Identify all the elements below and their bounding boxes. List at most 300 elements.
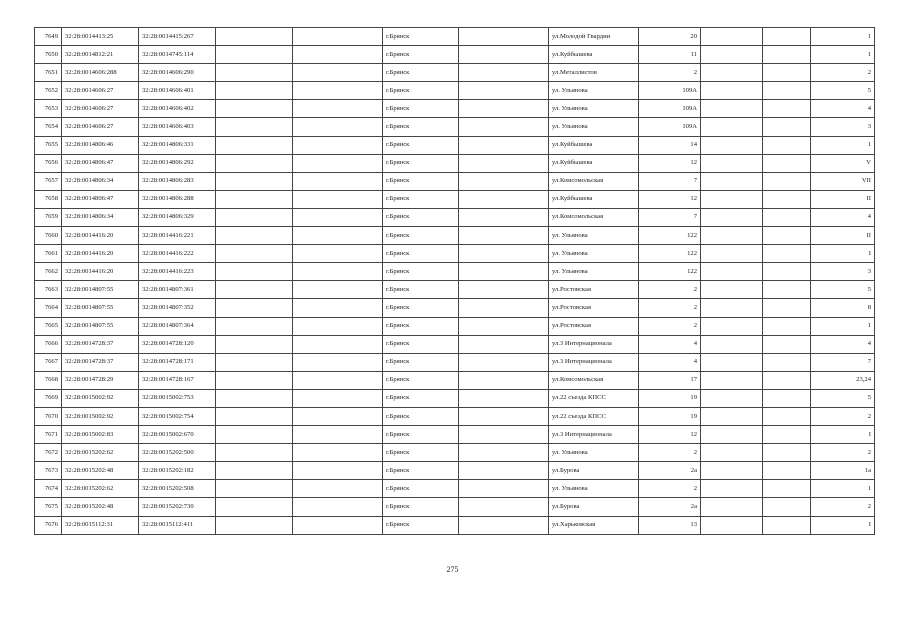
city-cell: г.Брянск — [383, 317, 459, 335]
row-number-cell: 7655 — [35, 136, 62, 154]
empty-cell — [763, 317, 811, 335]
street-cell: ул.22 съезда КПСС — [549, 407, 639, 425]
empty-cell — [701, 245, 763, 263]
empty-cell — [216, 208, 293, 226]
empty-cell — [293, 28, 383, 46]
row-number-cell: 7657 — [35, 172, 62, 190]
empty-cell — [459, 208, 549, 226]
city-cell: г.Брянск — [383, 335, 459, 353]
cadastral-object-cell: 32:28:0014807:361 — [139, 281, 216, 299]
empty-cell — [459, 426, 549, 444]
street-cell: ул.Ростовская — [549, 317, 639, 335]
city-cell: г.Брянск — [383, 64, 459, 82]
empty-cell — [216, 100, 293, 118]
street-cell: ул. Ульянова — [549, 82, 639, 100]
street-cell: ул.Комсомольская — [549, 208, 639, 226]
house-cell: 122 — [639, 263, 701, 281]
empty-cell — [763, 172, 811, 190]
cadastral-parcel-cell: 32:28:0015202:48 — [62, 498, 139, 516]
cadastral-parcel-cell: 32:28:0015002:92 — [62, 389, 139, 407]
table-row — [35, 190, 875, 208]
street-cell: ул.Комсомольская — [549, 371, 639, 389]
house-cell: 13 — [639, 516, 701, 534]
cadastral-parcel-cell: 32:28:0014606:27 — [62, 100, 139, 118]
apartment-cell: 4 — [811, 208, 875, 226]
house-cell: 4 — [639, 335, 701, 353]
cadastral-object-cell: 32:28:0015112:411 — [139, 516, 216, 534]
empty-cell — [293, 371, 383, 389]
city-cell: г.Брянск — [383, 480, 459, 498]
empty-cell — [216, 245, 293, 263]
row-number-cell: 7660 — [35, 227, 62, 245]
empty-cell — [216, 263, 293, 281]
empty-cell — [701, 389, 763, 407]
apartment-cell: I — [811, 426, 875, 444]
empty-cell — [459, 172, 549, 190]
house-cell: 2 — [639, 299, 701, 317]
house-cell: 122 — [639, 227, 701, 245]
table-body — [35, 28, 875, 535]
cadastral-parcel-cell: 32:28:0014812:21 — [62, 46, 139, 64]
cadastral-object-cell: 32:28:0014416:221 — [139, 227, 216, 245]
empty-cell — [701, 444, 763, 462]
empty-cell — [701, 371, 763, 389]
table-row — [35, 299, 875, 317]
cadastral-parcel-cell: 32:28:0014806:34 — [62, 172, 139, 190]
house-cell: 2 — [639, 480, 701, 498]
cadastral-object-cell: 32:28:0014415:267 — [139, 28, 216, 46]
empty-cell — [216, 317, 293, 335]
apartment-cell: 1 — [811, 28, 875, 46]
apartment-cell: I — [811, 516, 875, 534]
table-row — [35, 317, 875, 335]
city-cell: г.Брянск — [383, 118, 459, 136]
empty-cell — [216, 118, 293, 136]
cadastral-parcel-cell: 32:28:0014413:25 — [62, 28, 139, 46]
table-row — [35, 136, 875, 154]
apartment-cell: 1а — [811, 462, 875, 480]
table-row — [35, 245, 875, 263]
apartment-cell: I — [811, 245, 875, 263]
empty-cell — [701, 426, 763, 444]
empty-cell — [293, 335, 383, 353]
empty-cell — [763, 245, 811, 263]
row-number-cell: 7651 — [35, 64, 62, 82]
city-cell: г.Брянск — [383, 407, 459, 425]
cadastral-parcel-cell: 32:28:0015202:48 — [62, 462, 139, 480]
empty-cell — [216, 480, 293, 498]
empty-cell — [293, 281, 383, 299]
street-cell: ул.Молодой Гвардии — [549, 28, 639, 46]
cadastral-object-cell: 32:28:0014807:352 — [139, 299, 216, 317]
empty-cell — [459, 407, 549, 425]
row-number-cell: 7668 — [35, 371, 62, 389]
table-row — [35, 371, 875, 389]
apartment-cell: II — [811, 227, 875, 245]
empty-cell — [763, 407, 811, 425]
empty-cell — [459, 227, 549, 245]
street-cell: ул. Ульянова — [549, 245, 639, 263]
empty-cell — [459, 389, 549, 407]
apartment-cell: 7 — [811, 353, 875, 371]
apartment-cell: 5 — [811, 389, 875, 407]
table-row — [35, 172, 875, 190]
empty-cell — [763, 208, 811, 226]
empty-cell — [459, 28, 549, 46]
house-cell: 12 — [639, 426, 701, 444]
row-number-cell: 7650 — [35, 46, 62, 64]
table-row — [35, 462, 875, 480]
city-cell: г.Брянск — [383, 426, 459, 444]
empty-cell — [459, 100, 549, 118]
empty-cell — [763, 263, 811, 281]
table-row — [35, 407, 875, 425]
row-number-cell: 7661 — [35, 245, 62, 263]
cadastral-object-cell: 32:28:0014806:331 — [139, 136, 216, 154]
apartment-cell: 3 — [811, 118, 875, 136]
empty-cell — [763, 444, 811, 462]
empty-cell — [293, 46, 383, 64]
city-cell: г.Брянск — [383, 281, 459, 299]
empty-cell — [216, 444, 293, 462]
cadastral-object-cell: 32:28:0014728:167 — [139, 371, 216, 389]
city-cell: г.Брянск — [383, 208, 459, 226]
empty-cell — [459, 190, 549, 208]
street-cell: ул.Куйбышева — [549, 136, 639, 154]
cadastral-parcel-cell: 32:28:0014807:55 — [62, 281, 139, 299]
empty-cell — [763, 28, 811, 46]
empty-cell — [216, 407, 293, 425]
empty-cell — [459, 263, 549, 281]
empty-cell — [763, 190, 811, 208]
empty-cell — [293, 172, 383, 190]
empty-cell — [293, 426, 383, 444]
empty-cell — [459, 335, 549, 353]
empty-cell — [293, 516, 383, 534]
street-cell: ул. Ульянова — [549, 263, 639, 281]
row-number-cell: 7669 — [35, 389, 62, 407]
cadastral-parcel-cell: 32:28:0014606:27 — [62, 82, 139, 100]
empty-cell — [763, 335, 811, 353]
city-cell: г.Брянск — [383, 100, 459, 118]
empty-cell — [701, 227, 763, 245]
cadastral-parcel-cell: 32:28:0014416:20 — [62, 227, 139, 245]
apartment-cell: 4 — [811, 335, 875, 353]
city-cell: г.Брянск — [383, 245, 459, 263]
city-cell: г.Брянск — [383, 190, 459, 208]
table-row — [35, 46, 875, 64]
apartment-cell: 3 — [811, 263, 875, 281]
empty-cell — [293, 118, 383, 136]
empty-cell — [216, 516, 293, 534]
empty-cell — [763, 498, 811, 516]
house-cell: 7 — [639, 172, 701, 190]
empty-cell — [701, 100, 763, 118]
empty-cell — [216, 64, 293, 82]
empty-cell — [293, 480, 383, 498]
cadastral-parcel-cell: 32:28:0014416:20 — [62, 263, 139, 281]
row-number-cell: 7666 — [35, 335, 62, 353]
empty-cell — [763, 480, 811, 498]
row-number-cell: 7652 — [35, 82, 62, 100]
cadastral-parcel-cell: 32:28:0015002:83 — [62, 426, 139, 444]
street-cell: ул.Куйбышева — [549, 46, 639, 64]
house-cell: 14 — [639, 136, 701, 154]
city-cell: г.Брянск — [383, 136, 459, 154]
cadastral-parcel-cell: 32:28:0015202:62 — [62, 444, 139, 462]
empty-cell — [293, 245, 383, 263]
house-cell: 20 — [639, 28, 701, 46]
empty-cell — [701, 263, 763, 281]
empty-cell — [216, 154, 293, 172]
row-number-cell: 7653 — [35, 100, 62, 118]
cadastral-parcel-cell: 32:28:0014728:37 — [62, 353, 139, 371]
table-row — [35, 82, 875, 100]
registry-table — [34, 27, 875, 535]
empty-cell — [701, 46, 763, 64]
house-cell: 4 — [639, 353, 701, 371]
empty-cell — [216, 371, 293, 389]
empty-cell — [701, 462, 763, 480]
empty-cell — [216, 46, 293, 64]
empty-cell — [763, 227, 811, 245]
row-number-cell: 7667 — [35, 353, 62, 371]
empty-cell — [293, 353, 383, 371]
cadastral-parcel-cell: 32:28:0014606:288 — [62, 64, 139, 82]
cadastral-parcel-cell: 32:28:0014806:47 — [62, 154, 139, 172]
city-cell: г.Брянск — [383, 299, 459, 317]
empty-cell — [459, 245, 549, 263]
empty-cell — [216, 190, 293, 208]
table-row — [35, 263, 875, 281]
empty-cell — [459, 136, 549, 154]
table-row — [35, 100, 875, 118]
cadastral-parcel-cell: 32:28:0014807:55 — [62, 299, 139, 317]
apartment-cell: 5 — [811, 281, 875, 299]
house-cell: 109А — [639, 100, 701, 118]
empty-cell — [701, 353, 763, 371]
street-cell: ул.Бурова — [549, 462, 639, 480]
apartment-cell: 4 — [811, 100, 875, 118]
empty-cell — [293, 136, 383, 154]
street-cell: ул.Куйбышева — [549, 154, 639, 172]
apartment-cell: 23,24 — [811, 371, 875, 389]
house-cell: 2 — [639, 444, 701, 462]
cadastral-object-cell: 32:28:0014416:223 — [139, 263, 216, 281]
apartment-cell: 2 — [811, 407, 875, 425]
page-number: 275 — [446, 565, 459, 574]
city-cell: г.Брянск — [383, 462, 459, 480]
cadastral-parcel-cell: 32:28:0015202:62 — [62, 480, 139, 498]
house-cell: 2а — [639, 498, 701, 516]
empty-cell — [763, 516, 811, 534]
empty-cell — [216, 353, 293, 371]
empty-cell — [293, 227, 383, 245]
city-cell: г.Брянск — [383, 154, 459, 172]
cadastral-object-cell: 32:28:0014606:402 — [139, 100, 216, 118]
cadastral-object-cell: 32:28:0015202:182 — [139, 462, 216, 480]
street-cell: ул.3 Интернационала — [549, 353, 639, 371]
city-cell: г.Брянск — [383, 263, 459, 281]
empty-cell — [701, 190, 763, 208]
city-cell: г.Брянск — [383, 172, 459, 190]
cadastral-parcel-cell: 32:28:0014606:27 — [62, 118, 139, 136]
empty-cell — [216, 462, 293, 480]
empty-cell — [701, 118, 763, 136]
apartment-cell: 1 — [811, 136, 875, 154]
empty-cell — [763, 462, 811, 480]
city-cell: г.Брянск — [383, 353, 459, 371]
house-cell: 12 — [639, 190, 701, 208]
house-cell: 2 — [639, 64, 701, 82]
house-cell: 17 — [639, 371, 701, 389]
cadastral-object-cell: 32:28:0014606:290 — [139, 64, 216, 82]
empty-cell — [763, 353, 811, 371]
table-row — [35, 227, 875, 245]
empty-cell — [216, 227, 293, 245]
table-row — [35, 154, 875, 172]
row-number-cell: 7662 — [35, 263, 62, 281]
city-cell: г.Брянск — [383, 28, 459, 46]
empty-cell — [701, 317, 763, 335]
apartment-cell: 8 — [811, 299, 875, 317]
cadastral-object-cell: 32:28:0015002:753 — [139, 389, 216, 407]
apartment-cell: 2 — [811, 444, 875, 462]
empty-cell — [293, 444, 383, 462]
apartment-cell: II — [811, 190, 875, 208]
empty-cell — [763, 281, 811, 299]
cadastral-parcel-cell: 32:28:0014807:55 — [62, 317, 139, 335]
cadastral-parcel-cell: 32:28:0014728:29 — [62, 371, 139, 389]
empty-cell — [216, 281, 293, 299]
empty-cell — [459, 281, 549, 299]
empty-cell — [459, 317, 549, 335]
empty-cell — [216, 136, 293, 154]
row-number-cell: 7663 — [35, 281, 62, 299]
street-cell: ул. Ульянова — [549, 480, 639, 498]
apartment-cell: 2 — [811, 498, 875, 516]
row-number-cell: 7675 — [35, 498, 62, 516]
empty-cell — [763, 46, 811, 64]
cadastral-object-cell: 32:28:0014806:329 — [139, 208, 216, 226]
empty-cell — [459, 299, 549, 317]
row-number-cell: 7676 — [35, 516, 62, 534]
city-cell: г.Брянск — [383, 371, 459, 389]
row-number-cell: 7659 — [35, 208, 62, 226]
empty-cell — [459, 516, 549, 534]
street-cell: ул.Комсомольская — [549, 172, 639, 190]
empty-cell — [701, 28, 763, 46]
house-cell: 2 — [639, 317, 701, 335]
table-row — [35, 281, 875, 299]
empty-cell — [763, 82, 811, 100]
house-cell: 7 — [639, 208, 701, 226]
table-row — [35, 498, 875, 516]
empty-cell — [293, 64, 383, 82]
table-row — [35, 208, 875, 226]
cadastral-object-cell: 32:28:0014728:120 — [139, 335, 216, 353]
table-row — [35, 64, 875, 82]
empty-cell — [459, 118, 549, 136]
cadastral-object-cell: 32:28:0014806:292 — [139, 154, 216, 172]
street-cell: ул.Ростовская — [549, 299, 639, 317]
cadastral-object-cell: 32:28:0015202:508 — [139, 480, 216, 498]
empty-cell — [459, 480, 549, 498]
empty-cell — [701, 281, 763, 299]
cadastral-object-cell: 32:28:0014806:288 — [139, 190, 216, 208]
street-cell: ул.Куйбышева — [549, 190, 639, 208]
empty-cell — [459, 46, 549, 64]
table-row — [35, 335, 875, 353]
empty-cell — [701, 64, 763, 82]
empty-cell — [763, 64, 811, 82]
empty-cell — [459, 498, 549, 516]
house-cell: 19 — [639, 407, 701, 425]
house-cell: 2а — [639, 462, 701, 480]
empty-cell — [701, 154, 763, 172]
house-cell: 19 — [639, 389, 701, 407]
empty-cell — [701, 82, 763, 100]
city-cell: г.Брянск — [383, 227, 459, 245]
table-row — [35, 444, 875, 462]
house-cell: 122 — [639, 245, 701, 263]
table-row — [35, 426, 875, 444]
row-number-cell: 7656 — [35, 154, 62, 172]
apartment-cell: 1 — [811, 480, 875, 498]
city-cell: г.Брянск — [383, 389, 459, 407]
cadastral-object-cell: 32:28:0014416:222 — [139, 245, 216, 263]
street-cell: ул. Ульянова — [549, 118, 639, 136]
empty-cell — [459, 154, 549, 172]
cadastral-object-cell: 32:28:0014806:283 — [139, 172, 216, 190]
empty-cell — [293, 263, 383, 281]
row-number-cell: 7658 — [35, 190, 62, 208]
street-cell: ул. Ульянова — [549, 444, 639, 462]
apartment-cell: V — [811, 154, 875, 172]
empty-cell — [459, 462, 549, 480]
empty-cell — [763, 389, 811, 407]
row-number-cell: 7665 — [35, 317, 62, 335]
empty-cell — [701, 299, 763, 317]
empty-cell — [293, 389, 383, 407]
cadastral-parcel-cell: 32:28:0014806:47 — [62, 190, 139, 208]
table-row — [35, 28, 875, 46]
row-number-cell: 7654 — [35, 118, 62, 136]
cadastral-object-cell: 32:28:0014606:401 — [139, 82, 216, 100]
row-number-cell: 7672 — [35, 444, 62, 462]
empty-cell — [293, 190, 383, 208]
apartment-cell: VII — [811, 172, 875, 190]
cadastral-object-cell: 32:28:0015002:754 — [139, 407, 216, 425]
cadastral-object-cell: 32:28:0014728:171 — [139, 353, 216, 371]
empty-cell — [293, 154, 383, 172]
empty-cell — [293, 317, 383, 335]
row-number-cell: 7664 — [35, 299, 62, 317]
empty-cell — [459, 64, 549, 82]
empty-cell — [293, 462, 383, 480]
house-cell: 109А — [639, 118, 701, 136]
street-cell: ул.Харьковская — [549, 516, 639, 534]
street-cell: ул.Металлистов — [549, 64, 639, 82]
table-row — [35, 353, 875, 371]
cadastral-parcel-cell: 32:28:0015112:31 — [62, 516, 139, 534]
cadastral-parcel-cell: 32:28:0015002:92 — [62, 407, 139, 425]
street-cell: ул.22 съезда КПСС — [549, 389, 639, 407]
empty-cell — [763, 299, 811, 317]
table-row — [35, 480, 875, 498]
street-cell: ул. Ульянова — [549, 227, 639, 245]
apartment-cell: 2 — [811, 64, 875, 82]
